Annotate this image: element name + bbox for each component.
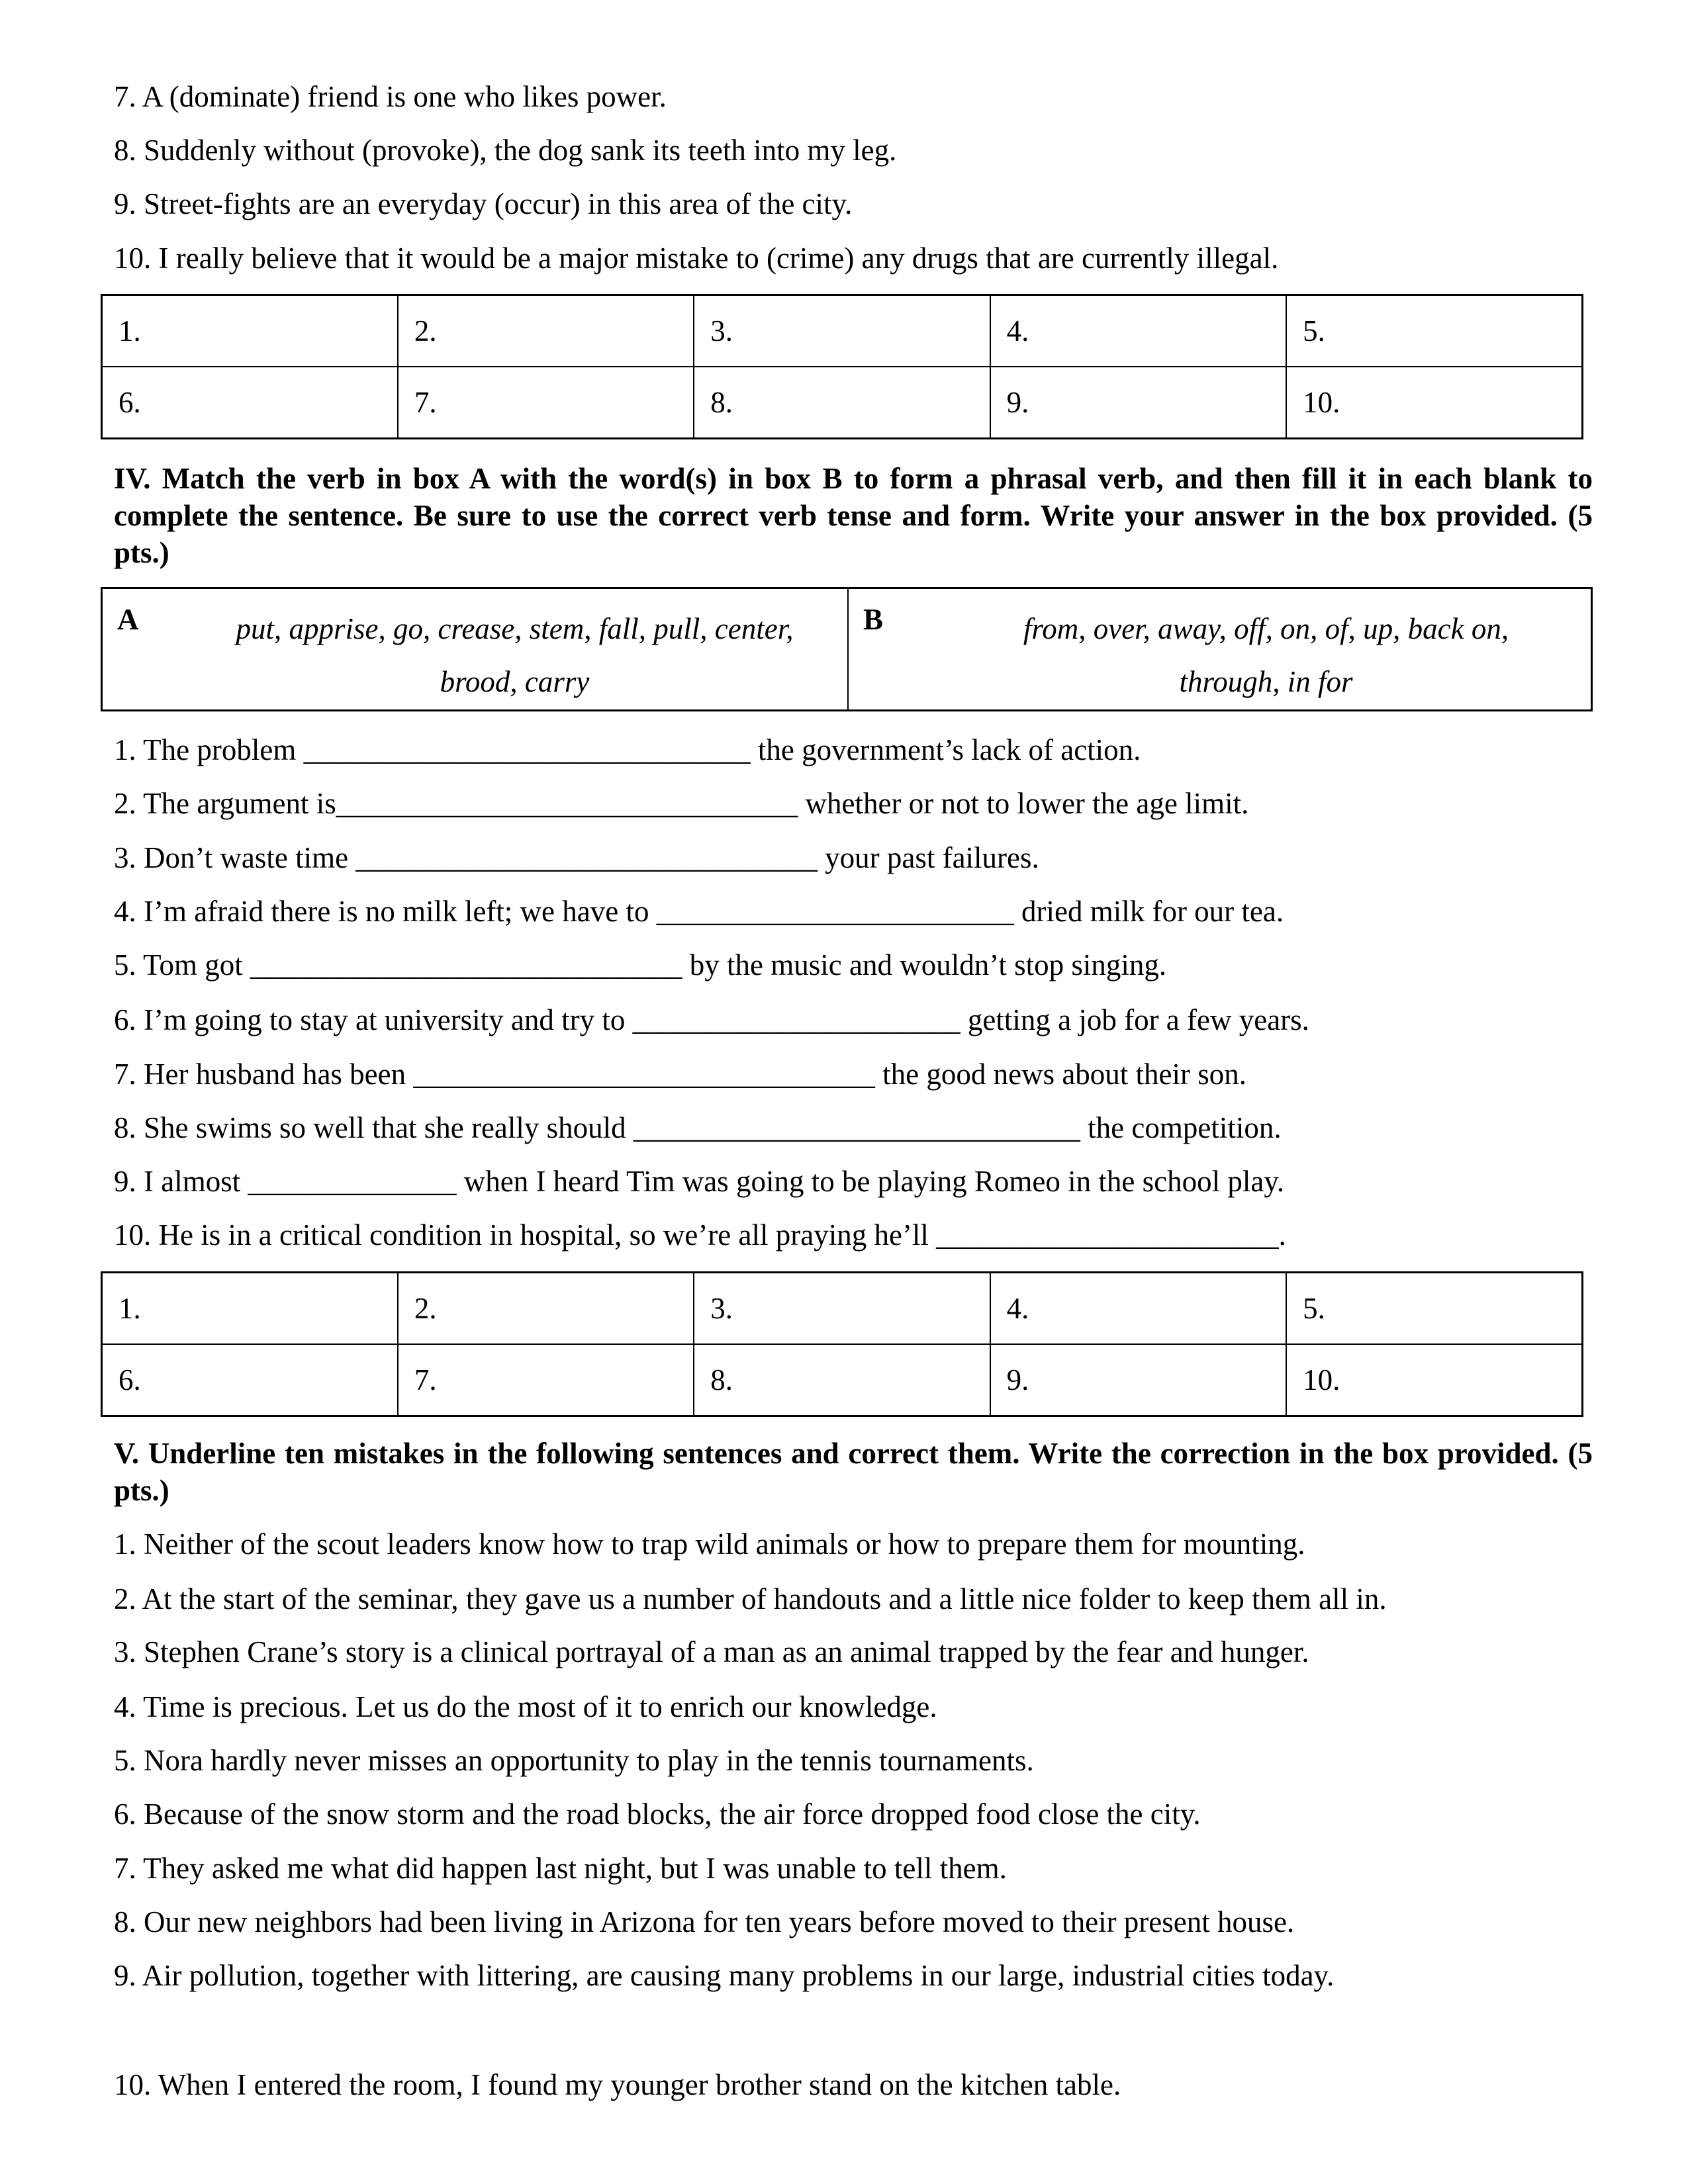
box-b-words: from, over, away, off, on, of, up, back on, through, in for	[1023, 612, 1509, 698]
sentence: 8. She swims so well that she really should ______________________________ the competition.	[114, 1111, 1282, 1144]
answer-cell[interactable]: 7.	[398, 1344, 694, 1416]
sentence: 3. Don’t waste time _______________________________ your past failures.	[114, 841, 1039, 874]
answer-cell[interactable]: 10.	[1286, 367, 1582, 439]
box-a	[103, 589, 849, 709]
answer-cell[interactable]: 3.	[694, 295, 990, 367]
section-5-heading: V. Underline ten mistakes in the following sentences and correct them. Write the correction in the box provided. (5 pts.)	[114, 1437, 1593, 1507]
answer-cell[interactable]: 1.	[102, 1273, 398, 1345]
sentence: 10. I really believe that it would be a major mistake to (crime) any drugs that are currently illegal.	[114, 242, 1279, 275]
sentence: 4. I’m afraid there is no milk left; we have to ________________________ dried milk for our tea.	[114, 895, 1284, 928]
sentence: 6. I’m going to stay at university and try to ______________________ getting a job for a few years.	[114, 1003, 1309, 1036]
sentence: 6. Because of the snow storm and the road blocks, the air force dropped food close the city.	[114, 1797, 1201, 1831]
answer-cell[interactable]: 8.	[694, 1344, 990, 1416]
answer-cell[interactable]: 4.	[990, 295, 1286, 367]
sentence: 10. When I entered the room, I found my younger brother stand on the kitchen table.	[114, 2068, 1121, 2101]
answer-table-3	[101, 294, 1583, 439]
sentence: 1. Neither of the scout leaders know how to trap wild animals or how to prepare them for mounting.	[114, 1527, 1305, 1561]
box-b	[849, 589, 1591, 709]
answer-cell[interactable]: 5.	[1286, 295, 1582, 367]
sentence: 7. A (dominate) friend is one who likes power.	[114, 80, 667, 113]
answer-cell[interactable]: 3.	[694, 1273, 990, 1345]
sentence: 9. Street-fights are an everyday (occur) in this area of the city.	[114, 187, 853, 220]
word-box	[101, 587, 1593, 711]
answer-cell[interactable]: 10.	[1286, 1344, 1582, 1416]
sentence: 7. Her husband has been _______________________________ the good news about their son.	[114, 1058, 1247, 1091]
answer-cell[interactable]: 9.	[990, 1344, 1286, 1416]
answer-cell[interactable]: 6.	[102, 1344, 398, 1416]
sentence: 2. The argument is_______________________________ whether or not to lower the age limit.	[114, 787, 1249, 820]
answer-cell[interactable]: 6.	[102, 367, 398, 439]
answer-cell[interactable]: 8.	[694, 367, 990, 439]
section-4-heading: IV. Match the verb in box A with the word(s) in box B to form a phrasal verb, and then fill it in each blank to complete the sentence. Be sure to use the correct verb tense and form. Write your answer in the box provided. (5 pts.)	[114, 462, 1593, 569]
sentence: 10. He is in a critical condition in hospital, so we’re all praying he’ll _______________________.	[114, 1218, 1286, 1251]
answer-cell[interactable]: 9.	[990, 367, 1286, 439]
sentence: 4. Time is precious. Let us do the most of it to enrich our knowledge.	[114, 1690, 937, 1723]
sentence: 7. They asked me what did happen last night, but I was unable to tell them.	[114, 1852, 1007, 1885]
answer-cell[interactable]: 5.	[1286, 1273, 1582, 1345]
sentence: 8. Our new neighbors had been living in Arizona for ten years before moved to their present house.	[114, 1905, 1295, 1938]
answer-cell[interactable]: 7.	[398, 367, 694, 439]
answer-cell[interactable]: 2.	[398, 1273, 694, 1345]
sentence: 1. The problem ______________________________ the government’s lack of action.	[114, 733, 1141, 766]
sentence: 5. Tom got _____________________________ by the music and wouldn’t stop singing.	[114, 948, 1167, 981]
sentence: 9. Air pollution, together with littering, are causing many problems in our large, industrial cities today.	[114, 1959, 1335, 1992]
answer-cell[interactable]: 2.	[398, 295, 694, 367]
box-a-label: A	[117, 603, 139, 636]
sentence: 3. Stephen Crane’s story is a clinical portrayal of a man as an animal trapped by the fear and hunger.	[114, 1635, 1309, 1668]
answer-table-4	[101, 1271, 1583, 1417]
answer-cell[interactable]: 4.	[990, 1273, 1286, 1345]
sentence: 2. At the start of the seminar, they gave us a number of handouts and a little nice folder to keep them all in.	[114, 1582, 1387, 1615]
sentence: 5. Nora hardly never misses an opportunity to play in the tennis tournaments.	[114, 1744, 1034, 1777]
answer-cell[interactable]: 1.	[102, 295, 398, 367]
sentence: 9. I almost ______________ when I heard Tim was going to be playing Romeo in the school play.	[114, 1165, 1285, 1198]
box-a-words: put, apprise, go, crease, stem, fall, pull, center, brood, carry	[236, 612, 794, 698]
sentence: 8. Suddenly without (provoke), the dog sank its teeth into my leg.	[114, 134, 897, 167]
box-b-label: B	[863, 603, 884, 636]
